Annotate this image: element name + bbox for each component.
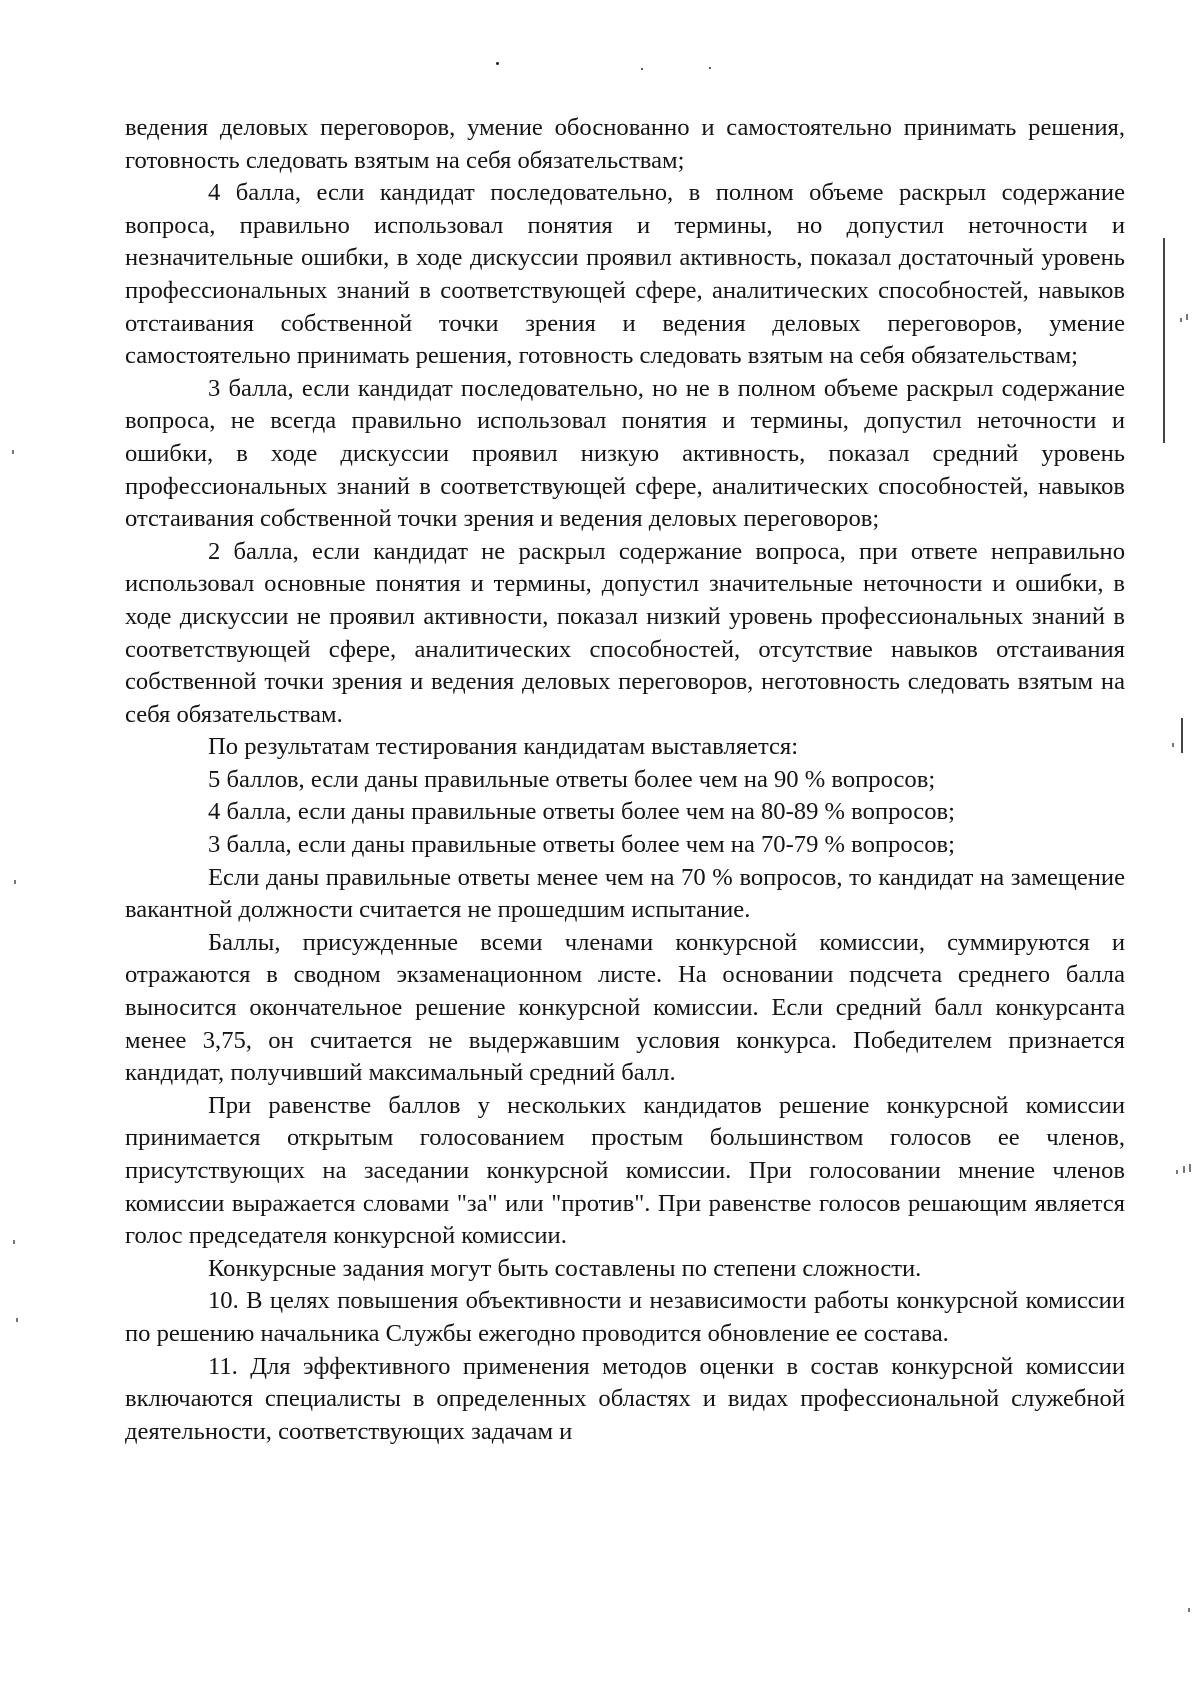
paragraph: Конкурсные задания могут быть составлены по степени сложности. [208, 1254, 922, 1282]
scan-dot [641, 68, 643, 70]
paragraph: 10. В целях повышения объективности и независимости работы конкурсной комиссии по решению начальника Службы ежегодно проводится обновление ее состава. [125, 1287, 1125, 1347]
scan-speck [1183, 1166, 1185, 1173]
paragraph: При равенстве баллов у нескольких кандидатов решение конкурсной комиссии принимается открытым голосованием простым большинством голосов ее членов, присутствующих на заседании конкурсной комиссии. При голосовании мнение членов комиссии выражается словами "за" или "против". При равенстве голосов решающим является голос председателя конкурсной комиссии. [125, 1091, 1125, 1250]
document-body [125, 112, 1125, 1448]
scan-speck [1180, 318, 1182, 322]
scan-speck [1176, 1170, 1178, 1174]
scan-speck [12, 450, 14, 454]
paragraph: По результатам тестирования кандидатам выставляется: [208, 733, 799, 761]
paragraph: 4 балла, если кандидат последовательно, в полном объеме раскрыл содержание вопроса, правильно использовал понятия и термины, но допустил неточности и незначительные ошибки, в ходе дискуссии проявил активность, показал достаточный уровень профессиональных знаний в соответствующей сфере, аналитических способностей, навыков отстаивания собственной точки зрения и ведения деловых переговоров, умение самостоятельно принимать решения, готовность следовать взятым на себя обязательствам; [125, 179, 1125, 370]
scan-speck [16, 1318, 18, 1322]
paragraph: 5 баллов, если даны правильные ответы более чем на 90 % вопросов; [208, 765, 936, 793]
scan-margin-line [1181, 718, 1183, 753]
paragraph: 11. Для эффективного применения методов оценки в состав конкурсной комиссии включаются специалисты в определенных областях и видах профессиональной служебной деятельности, соответствующих задачам и [125, 1352, 1125, 1445]
scan-speck [14, 880, 16, 884]
scan-dot [496, 62, 499, 65]
scan-margin-line [1163, 238, 1165, 443]
paragraph: 2 балла, если кандидат не раскрыл содержание вопроса, при ответе неправильно использовал основные понятия и термины, допустил значительные неточности и ошибки, в ходе дискуссии не проявил активности, показал низкий уровень профессиональных знаний в соответствующей сфере, аналитических способностей, отсутствие навыков отстаивания собственной точки зрения и ведения деловых переговоров, неготовность следовать взятым на себя обязательствам. [125, 537, 1125, 728]
scan-speck [1172, 743, 1174, 747]
paragraph: 3 балла, если даны правильные ответы более чем на 70-79 % вопросов; [208, 831, 955, 859]
scan-speck [13, 1240, 15, 1244]
scan-dot [709, 67, 711, 69]
scan-speck [1188, 1608, 1190, 1612]
paragraph: Баллы, присужденные всеми членами конкурсной комиссии, суммируются и отражаются в сводном экзаменационном листе. На основании подсчета среднего балла выносится окончательное решение конкурсной комиссии. Если средний балл конкурсанта менее 3,75, он считается не выдержавшим условия конкурса. Победителем признается кандидат, получивший максимальный средний балл. [125, 928, 1125, 1087]
scan-speck [1186, 314, 1188, 320]
paragraph: ведения деловых переговоров, умение обоснованно и самостоятельно принимать решения, готовность следовать взятым на себя обязательствам; [125, 114, 1125, 174]
scan-speck [1189, 1164, 1191, 1172]
paragraph: 3 балла, если кандидат последовательно, но не в полном объеме раскрыл содержание вопроса, не всегда правильно использовал понятия и термины, допустил неточности и ошибки, в ходе дискуссии проявил низкую активность, показал средний уровень профессиональных знаний в соответствующей сфере, аналитических способностей, навыков отстаивания собственной точки зрения и ведения деловых переговоров; [125, 374, 1125, 533]
paragraph: Если даны правильные ответы менее чем на 70 % вопросов, то кандидат на замещение вакантной должности считается не прошедшим испытание. [125, 863, 1125, 924]
paragraph: 4 балла, если даны правильные ответы более чем на 80-89 % вопросов; [208, 798, 955, 826]
